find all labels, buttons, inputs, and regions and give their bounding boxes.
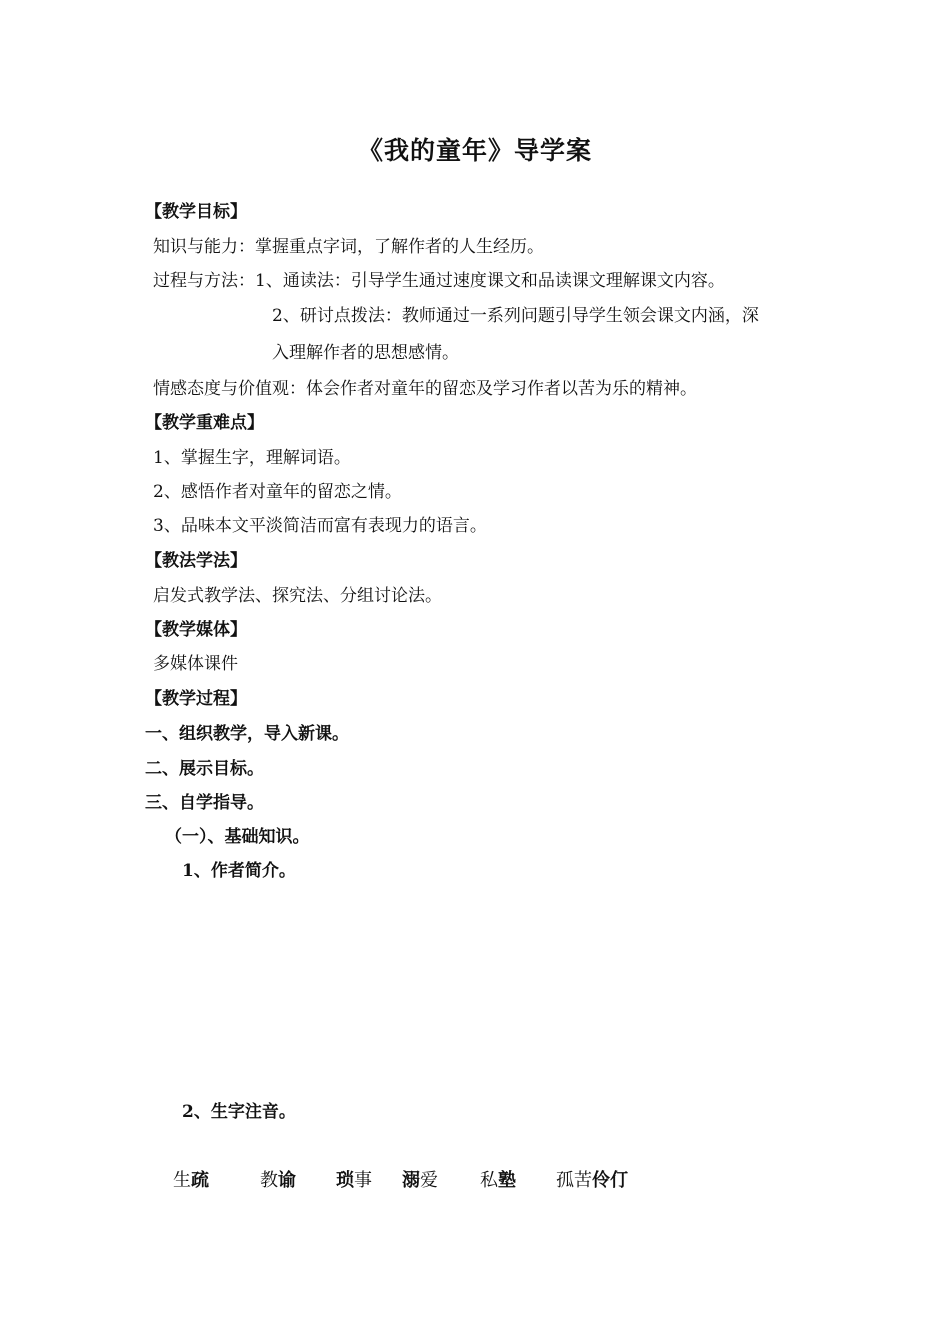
methods-heading: 【教法学法】 [145,551,247,571]
goals-emotion: 情感态度与价值观：体会作者对童年的留恋及学习作者以苦为乐的精神。 [153,379,697,399]
key-points-heading: 【教学重难点】 [145,413,264,433]
goals-process-2b: 入理解作者的思想感情。 [272,343,459,363]
procedure-step-1: 一、组织教学，导入新课。 [145,724,349,744]
key-point-item: 2、感悟作者对童年的留恋之情。 [153,482,402,502]
procedure-heading: 【教学过程】 [145,689,247,709]
procedure-item-pinyin: 2、生字注音。 [182,1102,296,1122]
vocab-word: 生疏 [173,1170,209,1191]
goals-knowledge: 知识与能力：掌握重点字词，了解作者的人生经历。 [153,237,544,257]
vocab-word: 私塾 [480,1170,516,1191]
procedure-item-author: 1、作者简介。 [182,861,296,881]
vocab-word: 教谕 [260,1170,296,1191]
media-heading: 【教学媒体】 [145,620,247,640]
procedure-sub-1: （一）、基础知识。 [165,827,310,847]
methods-text: 启发式教学法、探究法、分组讨论法。 [153,586,442,606]
goals-process-2a: 2、研讨点拨法：教师通过一系列问题引导学生领会课文内涵，深 [272,306,759,326]
vocabulary-row [0,1168,950,1194]
key-point-item: 3、品味本文平淡简洁而富有表现力的语言。 [153,516,487,536]
vocab-word: 孤苦伶仃 [556,1170,628,1191]
media-text: 多媒体课件 [153,654,238,674]
page-title: 《我的童年》导学案 [357,136,592,165]
procedure-step-3: 三、自学指导。 [145,793,264,813]
goals-heading: 【教学目标】 [145,202,247,222]
key-point-item: 1、掌握生字，理解词语。 [153,448,351,468]
procedure-step-2: 二、展示目标。 [145,759,264,779]
vocab-word: 琐事 [336,1170,372,1191]
goals-process-1: 过程与方法：1、通读法：引导学生通过速度课文和品读课文理解课文内容。 [153,271,725,291]
vocab-word: 溺爱 [402,1170,438,1191]
